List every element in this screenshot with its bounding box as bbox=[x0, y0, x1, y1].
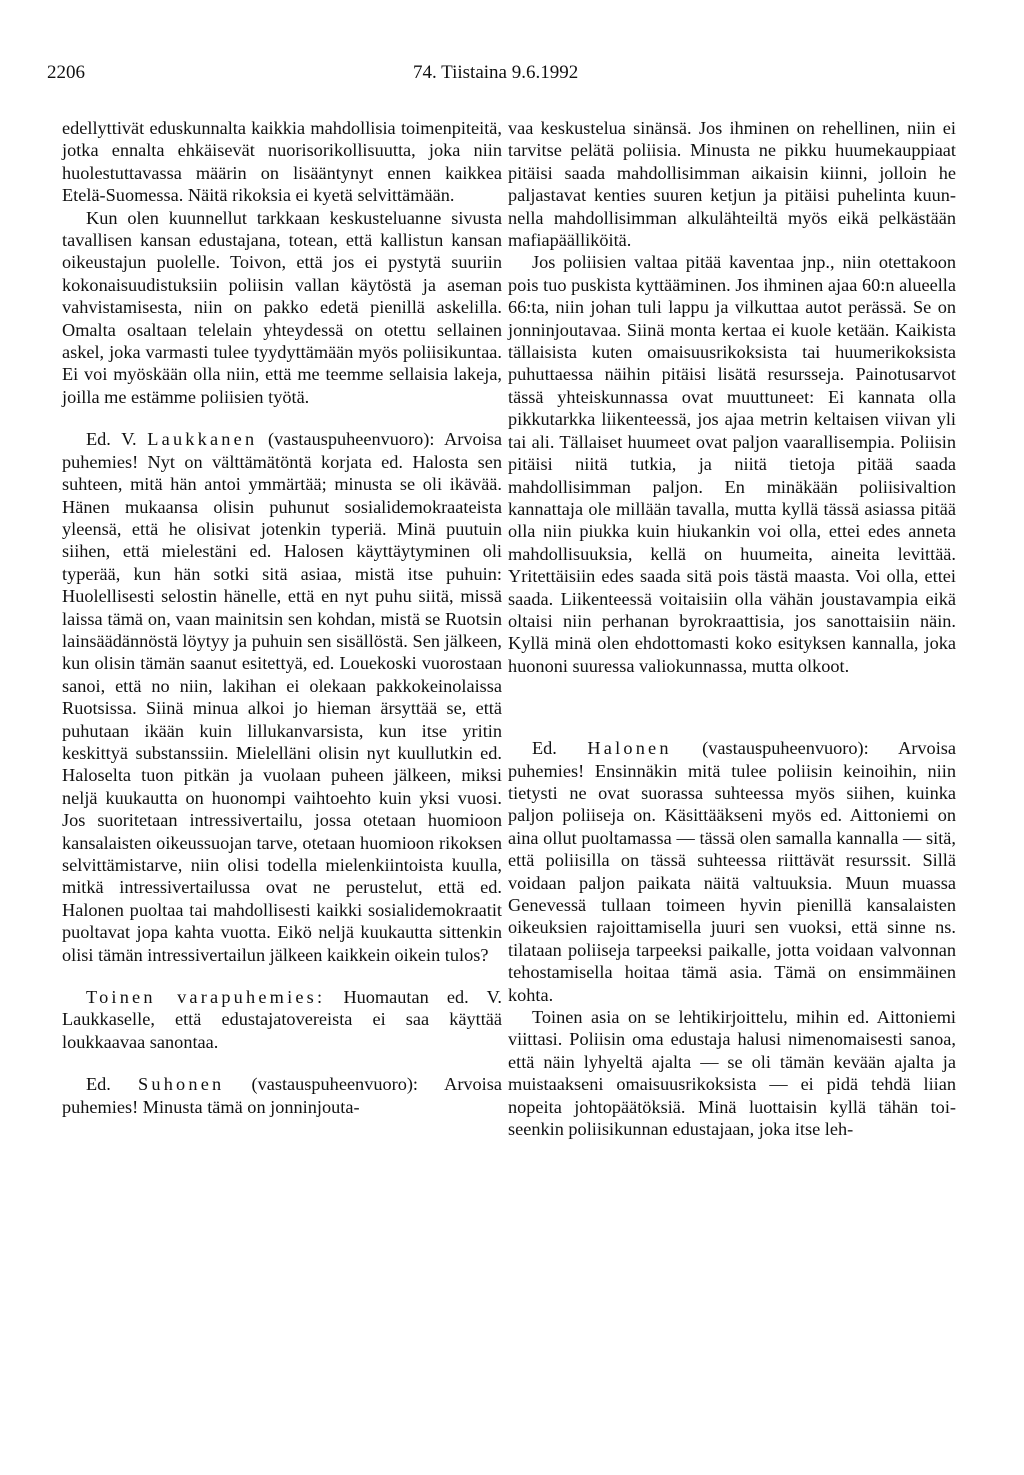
speaker-prefix: Ed. V. bbox=[86, 429, 137, 450]
speaker-name: Suhonen bbox=[138, 1074, 225, 1095]
right-column bbox=[508, 117, 956, 1140]
speech-text: (vastauspuheenvuoro): Arvoisa puhemies! Nyt on välttämätöntä korjata ed. Halosta sen suhteen, mitä hän antoi ymmärtää; minusta se oli ikävää. Hänen mukaansa olisin puhunut sosialidemokraateista yleensä, että he olisivat jotenkin typeriä. Minä puutuin siihen, että mielestäni ed. Halosen käyttäytyminen oli typerää, kun hän sotki sitä asiaa, mistä itse puhuin: Huolellisesti selostin hänelle, että en nyt puhu siitä, missä laissa tämä on, vaan mainitsin sen kohdan, mistä se Ruotsin lainsäädännöstä löytyy ja puhuin sen sisällöstä. Sen jälkeen, kun olisin tämän saanut esitettyä, ed. Louekoski vuorostaan sanoi, että no niin, lakihan ei olekaan pakkokeinolaissa Ruotsissa. Siinä minua alkoi jo hieman ärsyttää se, että puhutaan ikään kuin lillukanvarsista, kun itse yritin keskittyä substanssiin. Mielelläni olisin nyt kuullutkin ed. Haloselta tuon pitkän ja vuolaan puheen jälkeen, miksi neljä kuukautta on huonompi vaihtoehto kuin yksi vuosi. Jos suoritetaan intressivertailu, jossa otetaan huomioon kansalaisten oikeussuojan tarve, otetaan huomioon rikoksen selvittämistarve, niin olisi todella mielenkiintoista kuulla, mitkä intressivertailussa ovat ne perustelut, että ed. Halonen puoltaa tai mahdollisesti kaikki sosialidemokraatit puoltavat jopa kahta vuotta. Eikö neljä kuukautta sittenkin olisi tämän intressivertailun jälkeen kaikkein oikein tulos? bbox=[62, 429, 502, 965]
speech-text: (vastauspuheenvuoro): Arvoisa puhemies! Ensinnäkin mitä tulee poliisin keinoihin, niin tietysti ne ovat suorassa suhteessa myös siihen, kuinka paljon poliiseja on. Käsittääkseni myös ed. Aittoniemi on aina ollut puoltamassa — tässä olen samalla kannalla — sitä, että poliisilla on tässä suhteessa riittävät resurssit. Sillä voidaan paljon paikata näitä valtuuksia. Muun muassa Genevessä tullaan toimeen hyvin pienillä kansalaisten oikeuksien rajoittamisella juuri sen vuoksi, että sinne ns. tilataan poliiseja tarpeeksi paikalle, jotta voidaan valvonnan tehostamisella hoitaa tämä asia. Tämä on ensimmäinen kohta. bbox=[508, 738, 957, 1005]
speaker-prefix: Ed. bbox=[86, 1074, 111, 1095]
speaker-name: Laukkanen bbox=[147, 429, 258, 450]
speech-text: (vastauspuheenvuoro): Arvoisa puhemies! Minusta tämä on jonninjouta- bbox=[62, 1074, 502, 1117]
paragraph: edellyttivät eduskunnalta kaikkia mahdollisia toimenpiteitä, jotka ennalta ehkäisevät nuorisorikollisuutta, joka niin huolestuttavassa määrin on lisääntynyt ennen kaikkea Etelä-Suomessa. Näitä rikoksia ei kyetä selvittämään. bbox=[62, 118, 502, 206]
speech-halonen bbox=[508, 737, 956, 1006]
spacer bbox=[62, 1053, 502, 1073]
speaker-prefix: Ed. bbox=[532, 738, 557, 759]
page-header bbox=[47, 62, 977, 92]
paragraph: Kun olen kuunnellut tarkkaan keskusteluanne sivusta tavallisen kansan edustajana, totean, että kallistun kansan oikeustajun puolelle. Toivon, että jos ei pystytä suuriin kokonaisuudistuksiin poliisin vallan käytöstä ja aseman vahvistamisesta, niin on pakko edetä pienillä askelilla. Omalta osaltaan telelain yhteydessä on otettu sellainen askel, joka varmasti tulee tyydyttämään myös poliisikuntaa. Ei voi myöskään olla niin, että me teemme sellaisia lakeja, joilla me estämme poliisien työtä. bbox=[62, 207, 502, 407]
spacer bbox=[62, 408, 502, 428]
speaker-name: Toinen varapuhemies: bbox=[86, 987, 326, 1008]
spacer bbox=[62, 966, 502, 986]
page-number: 2206 bbox=[47, 62, 85, 83]
left-column bbox=[62, 117, 502, 1118]
spacer bbox=[508, 677, 956, 737]
speech-laukkanen bbox=[62, 428, 502, 966]
speech-varapuhemies bbox=[62, 986, 502, 1053]
speech-suhonen bbox=[62, 1073, 502, 1118]
paragraph: vaa keskustelua sinänsä. Jos ihminen on rehellinen, niin ei tarvitse pelätä poliisia. Minusta ne pikku huumekauppiaat pitäisi saada mahdollisimman aikaisin kiinni, jolloin he paljastavat kenties suuren ketjun ja pitäisi puhelinta kuunnella mahdollisimman alkulähteiltä myös eikä pelkästään mafiapäälliköitä. bbox=[508, 118, 956, 251]
paragraph: Toinen asia on se lehtikirjoittelu, mihin ed. Aittoniemi viittasi. Poliisin oma edustaja halusi nimenomaisesti sanoa, että näin lyhyeltä ajalta — se oli tämän kevään ajalta ja muistaakseni omaisuusrikoksista — ei pidä tehdä liian nopeita johtopäätöksiä. Minä luottaisin kyllä tähän toiseenkin poliisikunnan edustajaan, joka itse leh- bbox=[508, 1007, 956, 1140]
paragraph: Jos poliisien valtaa pitää kaventaa jnp., niin otettakoon pois tuo puskista kyttääminen. Jos ihminen ajaa 60:n alueella 66:ta, niin johan tuli lappu ja vilkuttaa autot perässä. Se on jonninjoutavaa. Siinä monta kertaa ei kuole ketään. Kaikista tällaisista kuten omaisuusrikoksista tai huumerikoksista puhuttaessa näihin pitäisi lisätä resursseja. Painotusarvot tässä yhteiskunnassa ovat muuttuneet: Ei kannata olla pikkutarkka liikenteessä, jos ajaa metrin keltaisen viivan yli tai ali. Tällaiset huumeet ovat paljon vaarallisempia. Poliisin pitäisi niitä tutkia, ja niitä tietoja pitää saada mahdollisimman paljon. En minäkään poliisivaltion kannattaja ole millään tavalla, mutta kyllä tässä asiassa pitää olla niin piukka kuin hiukankin voi olla, ettei edes anneta mahdollisuuksia, kellä on huumeita, aineita levittää. Yritettäisiin edes saada sitä pois tästä maasta. Voi olla, ettei saada. Liikenteessä voitaisiin olla vähän joustavampia eikä oltaisi niin perhanan byrokraattisia, jos sanottaisiin näin. Kyllä minä olen ehdottomasti koko esityksen kannalla, joka huononi suuressa valiokunnassa, mutta olkoot. bbox=[508, 252, 956, 676]
running-head: 74. Tiistaina 9.6.1992 bbox=[413, 62, 579, 83]
speaker-name: Halonen bbox=[587, 738, 672, 759]
speech-text: Huomautan ed. V. Laukkaselle, että edustajatovereista ei saa käyttää loukkaavaa sanontaa. bbox=[62, 987, 502, 1052]
